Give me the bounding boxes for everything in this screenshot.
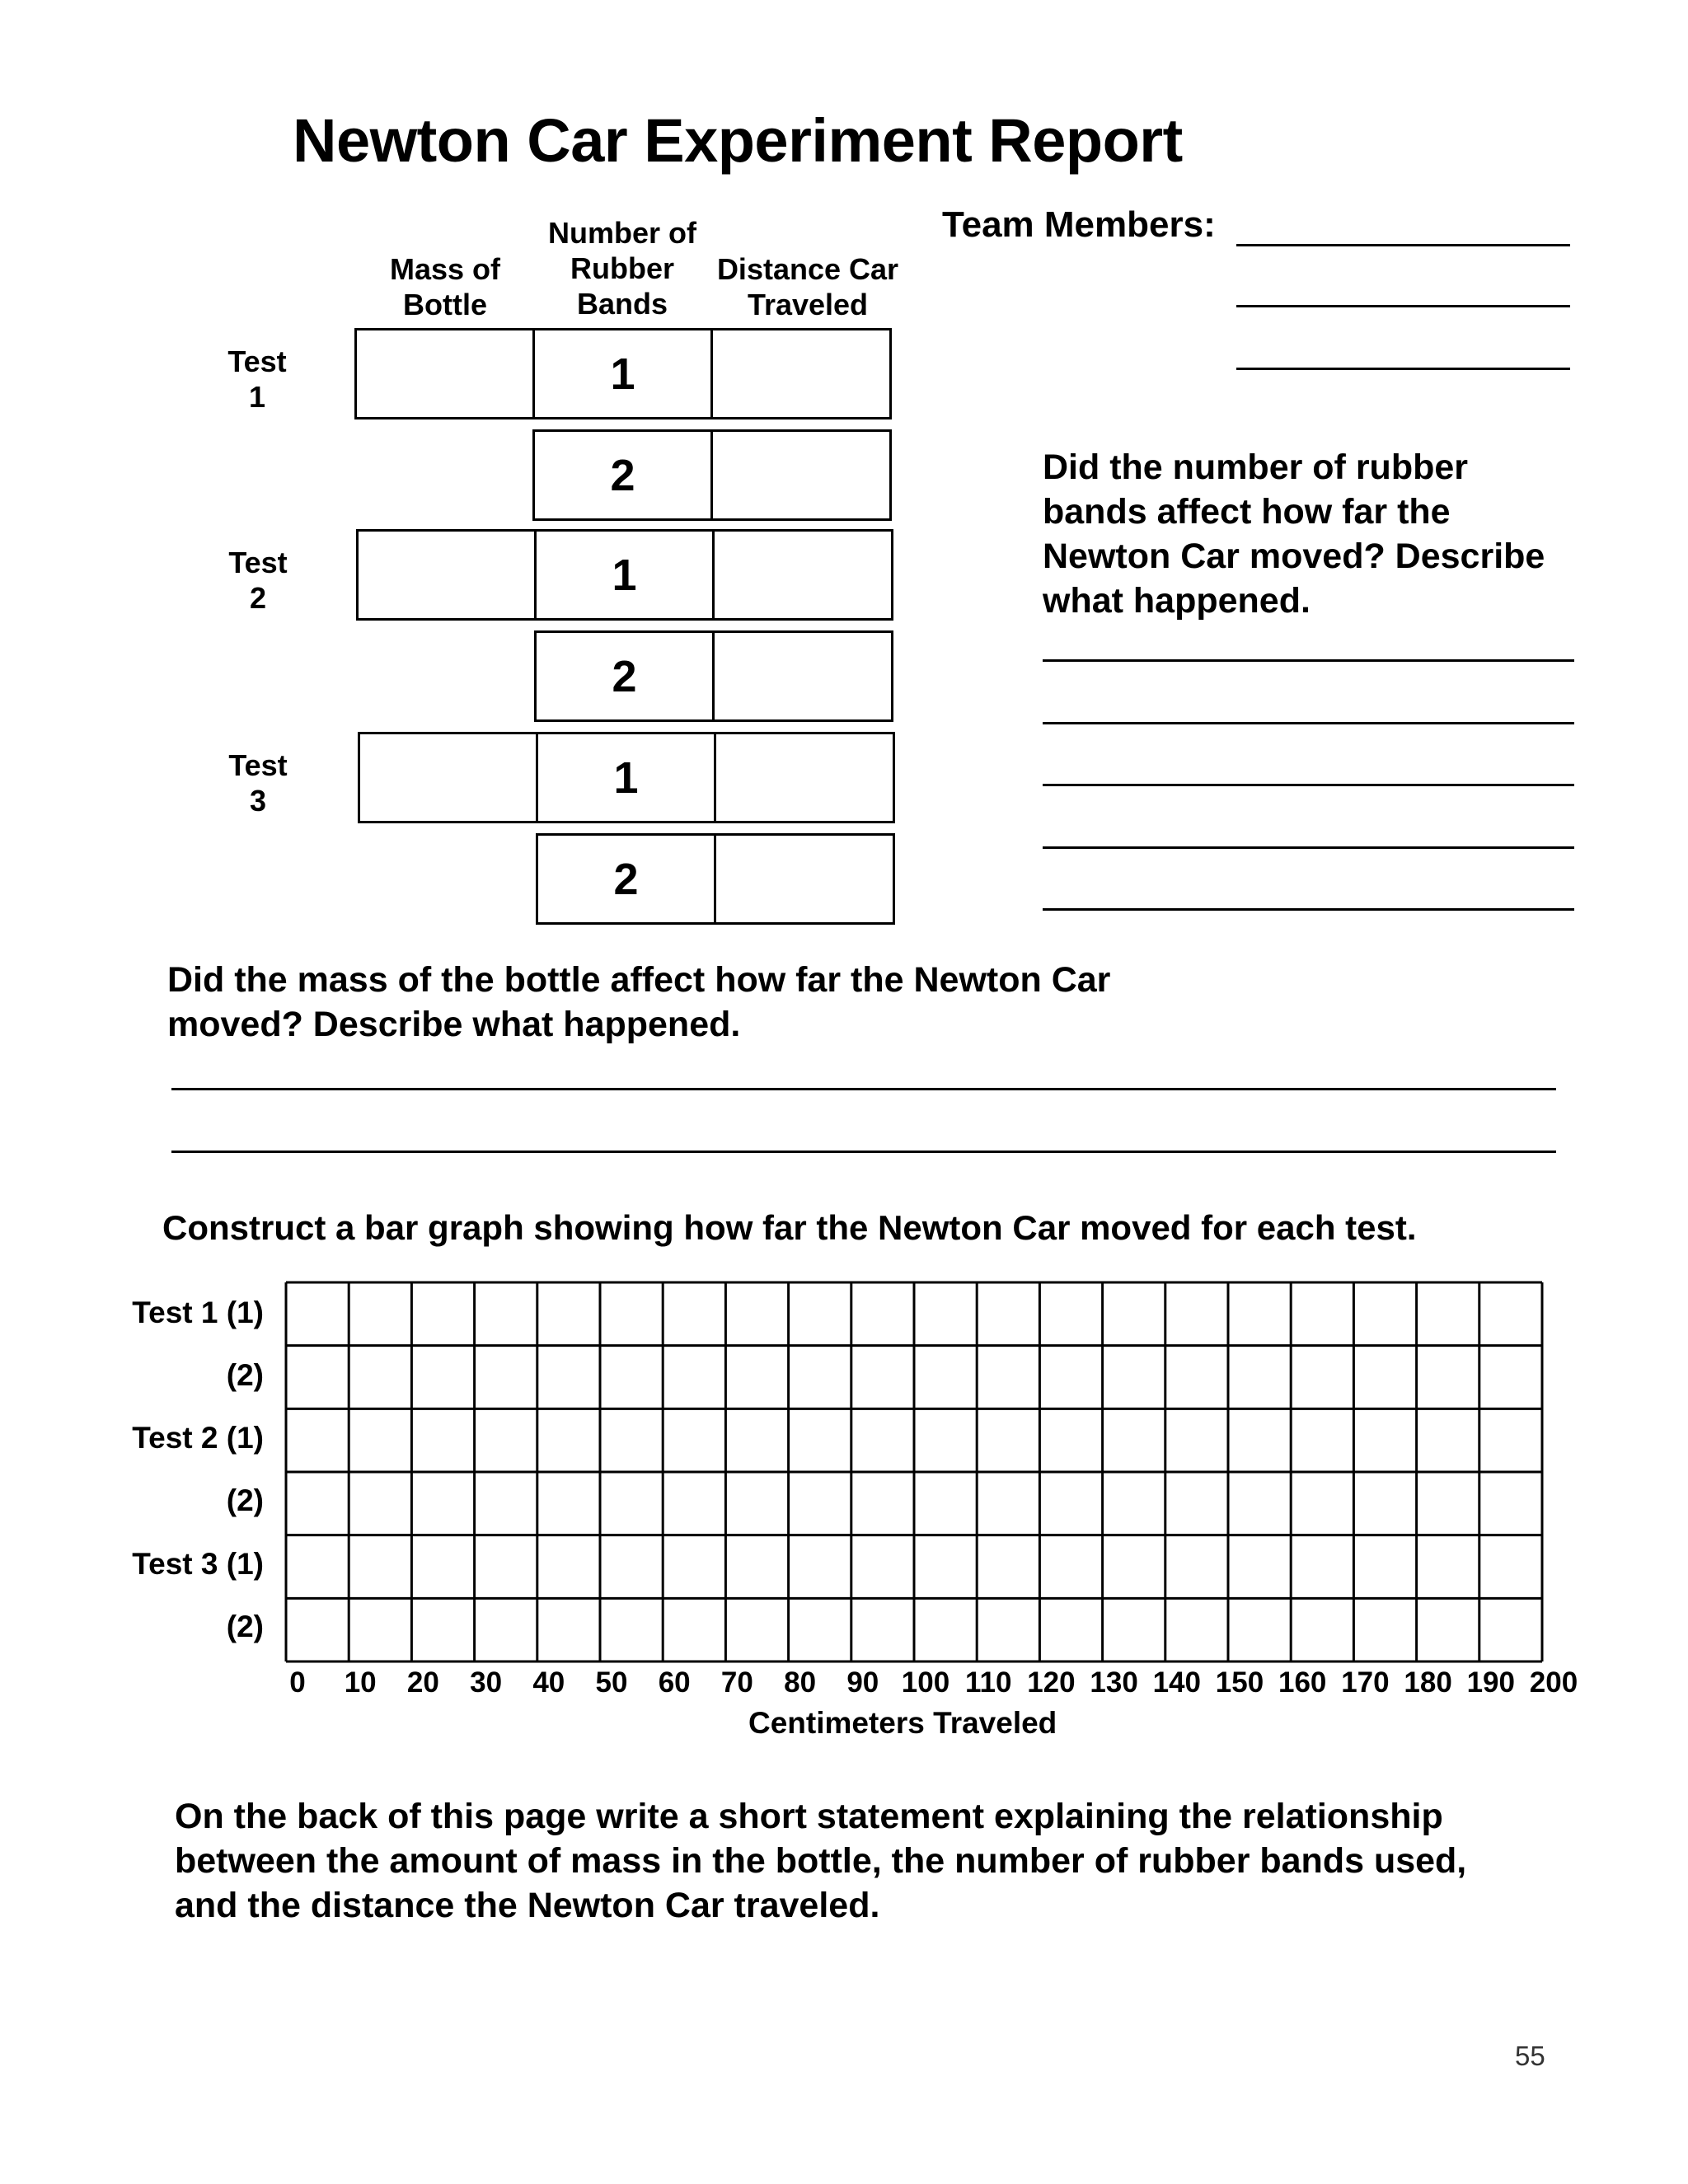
graph-instruction: Construct a bar graph showing how far the Newton Car moved for each test.: [162, 1208, 1417, 1247]
test-label-1: [208, 344, 307, 415]
x-tick-label: 60: [658, 1666, 691, 1699]
x-tick-label: 180: [1404, 1666, 1452, 1699]
x-tick-label: 50: [595, 1666, 628, 1699]
test-label-word: Test: [228, 748, 288, 782]
column-header-mass: [354, 251, 536, 322]
x-tick-label: 30: [470, 1666, 503, 1699]
mass-input-test-3[interactable]: [358, 732, 538, 823]
answer-line[interactable]: [1043, 784, 1574, 786]
distance-input-test-2-bands-1[interactable]: [712, 529, 893, 621]
question-line: Did the mass of the bottle affect how far the Newton Car: [167, 960, 1111, 1000]
test-label-2: [209, 545, 307, 616]
x-tick-label: 190: [1466, 1666, 1515, 1699]
x-tick-label: 110: [964, 1666, 1012, 1699]
x-tick-label: 170: [1341, 1666, 1390, 1699]
closing-statement: [175, 1794, 1617, 1928]
graph-row-label: (2): [226, 1483, 264, 1517]
x-tick-label: 20: [406, 1666, 439, 1699]
header-line: Distance Car: [716, 252, 899, 286]
x-tick-label: 150: [1215, 1666, 1264, 1699]
x-tick-label: 80: [784, 1666, 817, 1699]
closing-line: between the amount of mass in the bottle, the number of rubber bands used,: [175, 1841, 1467, 1881]
bar-graph-grid[interactable]: [284, 1281, 1554, 1666]
team-members-label: Team Members:: [942, 204, 1216, 245]
x-tick-label: 200: [1529, 1666, 1578, 1699]
question-line: Newton Car moved? Describe: [1043, 537, 1545, 576]
question-line: Did the number of rubber: [1043, 448, 1468, 487]
distance-input-test-1-bands-1[interactable]: [710, 328, 892, 419]
answer-line[interactable]: [171, 1151, 1556, 1153]
bands-cell: 1: [534, 529, 715, 621]
mass-input-test-1[interactable]: [354, 328, 535, 419]
x-tick-label: 90: [846, 1666, 879, 1699]
question-rubber-bands: [1043, 445, 1636, 623]
distance-input-test-1-bands-2[interactable]: [710, 429, 892, 521]
test-label-number: 1: [248, 380, 266, 414]
header-line: Number of: [548, 216, 696, 250]
graph-row-label: Test 3 (1): [132, 1547, 264, 1581]
closing-line: and the distance the Newton Car traveled.: [175, 1886, 880, 1925]
page-number: 55: [1515, 2041, 1545, 2071]
team-member-line[interactable]: [1236, 244, 1570, 246]
closing-line: On the back of this page write a short statement explaining the relationship: [175, 1797, 1443, 1836]
bands-cell: 2: [532, 429, 713, 521]
bands-cell: 1: [536, 732, 716, 823]
page-title: Newton Car Experiment Report: [293, 106, 1183, 175]
answer-line[interactable]: [1043, 659, 1574, 662]
team-member-line[interactable]: [1236, 368, 1570, 370]
bands-cell: 1: [532, 328, 713, 419]
bands-cell: 2: [536, 833, 716, 925]
graph-row-label: (2): [226, 1610, 264, 1643]
x-tick-label: 120: [1027, 1666, 1076, 1699]
team-member-line[interactable]: [1236, 305, 1570, 307]
test-label-word: Test: [228, 546, 288, 579]
x-tick-label: 100: [901, 1666, 950, 1699]
question-bottle-mass: [167, 958, 1404, 1047]
distance-input-test-3-bands-1[interactable]: [714, 732, 895, 823]
x-tick-label: 70: [720, 1666, 753, 1699]
x-tick-label: 10: [344, 1666, 377, 1699]
test-label-3: [209, 748, 307, 818]
bands-cell: 2: [534, 630, 715, 722]
answer-line[interactable]: [1043, 722, 1574, 724]
x-tick-label: 0: [289, 1666, 306, 1699]
question-line: moved? Describe what happened.: [167, 1005, 741, 1044]
answer-line[interactable]: [1043, 846, 1574, 849]
header-line: Rubber: [570, 251, 674, 285]
test-label-number: 2: [249, 581, 267, 615]
graph-row-label: (2): [226, 1358, 264, 1392]
header-line: Mass of: [389, 252, 501, 286]
mass-input-test-2[interactable]: [356, 529, 537, 621]
test-label-word: Test: [227, 344, 287, 378]
column-header-bands: [528, 215, 717, 321]
header-line: Traveled: [747, 288, 869, 321]
graph-row-label: Test 2 (1): [132, 1421, 264, 1455]
x-tick-label: 160: [1278, 1666, 1327, 1699]
column-header-distance: [705, 251, 911, 322]
x-tick-label: 130: [1090, 1666, 1138, 1699]
test-label-number: 3: [249, 784, 267, 818]
header-line: Bands: [576, 287, 668, 321]
distance-input-test-2-bands-2[interactable]: [712, 630, 893, 722]
x-axis-label: Centimeters Traveled: [748, 1706, 1057, 1740]
header-line: Bottle: [403, 288, 487, 321]
x-tick-label: 140: [1152, 1666, 1201, 1699]
x-tick-label: 40: [532, 1666, 565, 1699]
answer-line[interactable]: [1043, 908, 1574, 911]
answer-line[interactable]: [171, 1088, 1556, 1090]
distance-input-test-3-bands-2[interactable]: [714, 833, 895, 925]
question-line: bands affect how far the: [1043, 492, 1451, 532]
graph-row-label: Test 1 (1): [132, 1296, 264, 1329]
question-line: what happened.: [1043, 581, 1311, 621]
